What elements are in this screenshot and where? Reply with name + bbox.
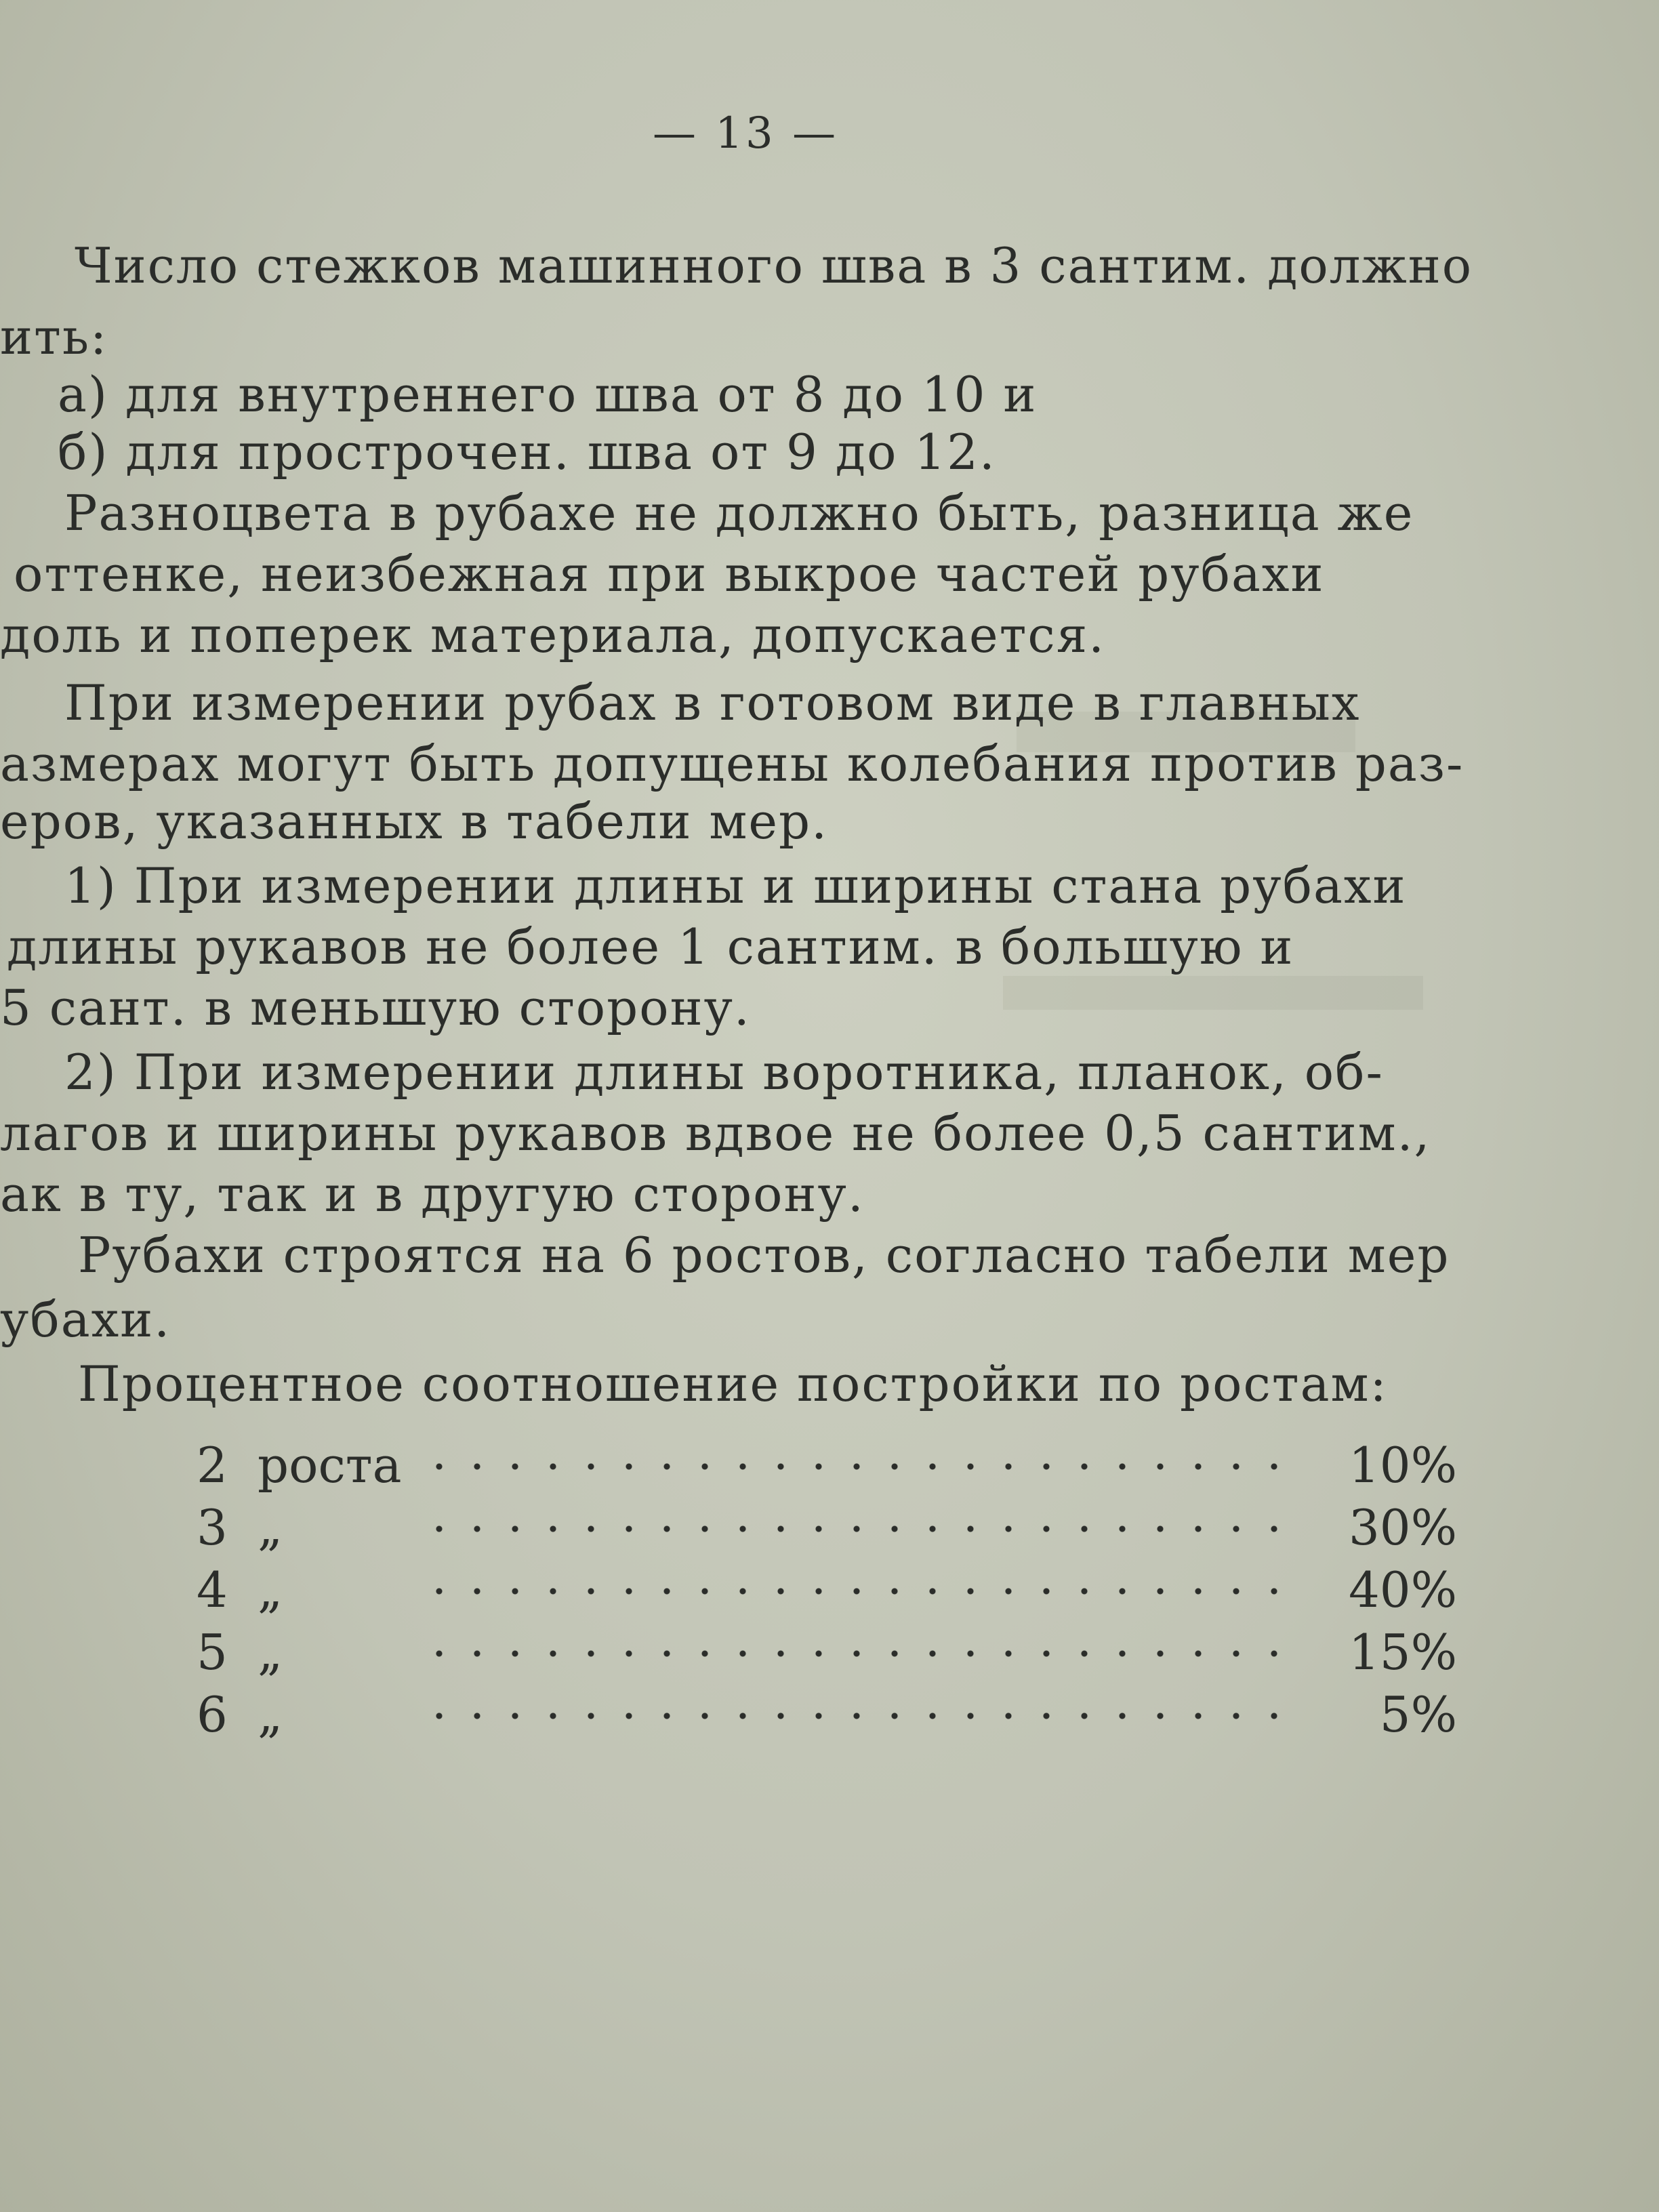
text-line: доль и поперек материала, допускается. (0, 607, 1106, 663)
text-line: длины рукавов не более 1 сантим. в большую и (7, 918, 1294, 975)
text-line: а) для внутреннего шва от 8 до 10 и (58, 366, 1038, 423)
percentage: 40% (1348, 1561, 1457, 1618)
leader-dots (420, 1647, 1288, 1660)
table-heading: Процентное соотношение постройки по ростам: (78, 1355, 1388, 1412)
text-line: б) для прострочен. шва от 9 до 12. (58, 424, 996, 480)
text-line: оттенке, неизбежная при выкрое частей рубахи (14, 546, 1325, 602)
table-row (197, 1499, 1457, 1561)
text-line: При измерении рубах в готовом виде в главных (64, 674, 1361, 731)
text-line: еров, указанных в табели мер. (0, 793, 828, 850)
percentage: 15% (1348, 1624, 1457, 1681)
text-line: ить: (0, 308, 108, 365)
text-line: ак в ту, так и в другую сторону. (0, 1166, 865, 1223)
table-row (197, 1561, 1457, 1624)
ditto-mark: „ (258, 1624, 283, 1681)
table-row (197, 1624, 1457, 1686)
leader-dots (420, 1460, 1288, 1473)
ditto-mark: „ (258, 1686, 283, 1743)
text-line: Рубахи строятся на 6 ростов, согласно табели мер (78, 1227, 1450, 1284)
leader-dots (420, 1709, 1288, 1723)
table-row (197, 1686, 1457, 1748)
text-line: 2) При измерении длины воротника, планок, об- (64, 1044, 1384, 1101)
height-label: роста (258, 1437, 402, 1494)
leader-dots (420, 1584, 1288, 1598)
percentage: 10% (1348, 1437, 1457, 1494)
ditto-mark: „ (258, 1499, 283, 1556)
height-number: 4 (197, 1561, 228, 1618)
percentage: 5% (1379, 1686, 1457, 1743)
show-through-shadow (1003, 976, 1423, 1010)
text-line: лагов и ширины рукавов вдвое не более 0,5 сантим., (0, 1105, 1431, 1162)
percentage: 30% (1348, 1499, 1457, 1556)
ditto-mark: „ (258, 1561, 283, 1618)
text-line: Разноцвета в рубахе не должно быть, разница же (64, 485, 1414, 541)
text-line: 1) При измерении длины и ширины стана рубахи (64, 857, 1407, 914)
text-line: азмерах могут быть допущены колебания против раз- (0, 735, 1465, 792)
text-line: 5 сант. в меньшую сторону. (0, 979, 751, 1036)
height-number: 2 (197, 1437, 228, 1494)
text-line: убахи. (0, 1291, 171, 1348)
height-number: 5 (197, 1624, 228, 1681)
height-number: 6 (197, 1686, 228, 1743)
leader-dots (420, 1522, 1288, 1536)
page-number: — 13 — (652, 108, 839, 159)
height-number: 3 (197, 1499, 228, 1556)
text-line: Число стежков машинного шва в 3 сантим. должно (75, 237, 1473, 294)
table-row (197, 1437, 1457, 1499)
